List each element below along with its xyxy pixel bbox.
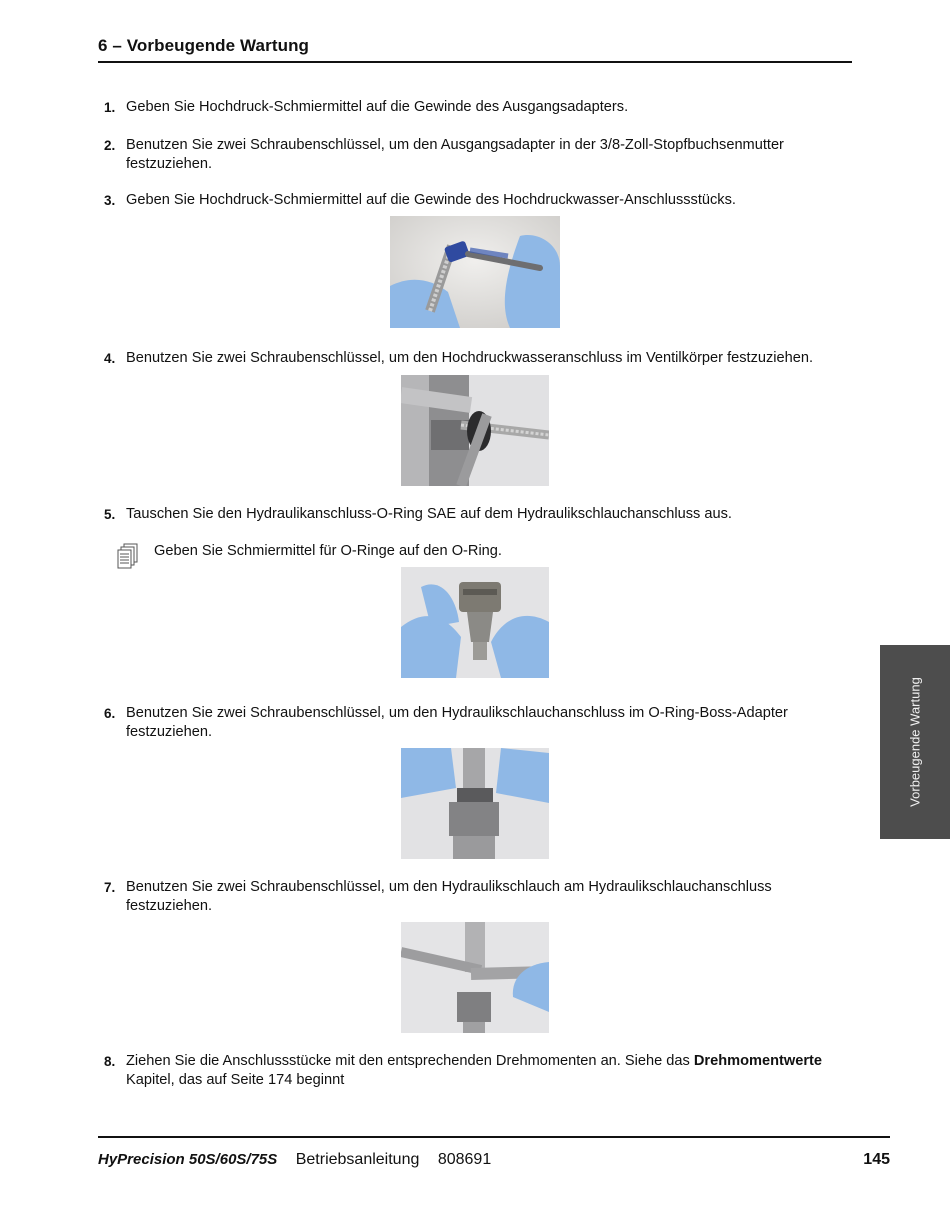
step-text: Benutzen Sie zwei Schraubenschlüssel, um den Hydraulikschlauchanschluss im O-Ring-Boss-Adapter festzuziehen. (126, 705, 788, 740)
step-3 (104, 191, 844, 210)
step-text: Benutzen Sie zwei Schraubenschlüssel, um den Ausgangsadapter in der 3/8-Zoll-Stopfbuchsenmutter festzuziehen. (126, 137, 784, 172)
step-text: Tauschen Sie den Hydraulikanschluss-O-Ring SAE auf dem Hydraulikschlauchanschluss aus. (126, 506, 732, 522)
step-number: 3. (104, 193, 116, 208)
footer-divider (98, 1136, 890, 1138)
section-title: 6 – Vorbeugende Wartung (98, 36, 310, 55)
step-8 (104, 1052, 844, 1090)
step-text: Benutzen Sie zwei Schraubenschlüssel, um den Hydraulikschlauch am Hydraulikschlauchanschluss festzuziehen. (126, 879, 772, 914)
photo-hydraulic-fitting (401, 748, 549, 859)
step-1 (104, 98, 844, 117)
photo-wrenches-hydraulic-hose (401, 922, 549, 1033)
step-7 (104, 878, 844, 916)
step-number: 5. (104, 507, 116, 522)
document-number: 808691 (437, 1151, 492, 1168)
step-text: Geben Sie Hochdruck-Schmiermittel auf die Gewinde des Ausgangsadapters. (126, 99, 629, 115)
step-5 (104, 505, 844, 524)
step-text-part: Ziehen Sie die Anschlussstücke mit den entsprechenden Drehmomenten an. Siehe das (126, 1053, 694, 1069)
note-text: Geben Sie Schmiermittel für O-Ringe auf den O-Ring. (154, 543, 502, 559)
step-number: 8. (104, 1054, 116, 1069)
step-4 (104, 349, 844, 368)
step-text: Benutzen Sie zwei Schraubenschlüssel, um den Hochdruckwasseranschluss im Ventilkörper festzuziehen. (126, 350, 814, 366)
step-number: 6. (104, 706, 116, 721)
manual-title: Betriebsanleitung (295, 1151, 420, 1168)
side-tab-label: Vorbeugende Wartung (907, 677, 923, 807)
photo-wrenches-valve-body (401, 375, 549, 486)
photo-oring-fitting (401, 567, 549, 678)
step-2 (104, 136, 844, 174)
header-divider (98, 61, 852, 63)
step-text: Geben Sie Hochdruck-Schmiermittel auf die Gewinde des Hochdruckwasser-Anschlussstücks. (126, 192, 736, 208)
step-number: 1. (104, 100, 116, 115)
page-number: 145 (863, 1151, 890, 1168)
photo-greasing-fitting (390, 216, 560, 328)
step-6 (104, 704, 844, 742)
product-name: HyPrecision 50S/60S/75S (98, 1151, 278, 1168)
page-footer (98, 1151, 890, 1171)
step-number: 4. (104, 351, 116, 366)
step-number: 2. (104, 138, 116, 153)
document-note-icon (116, 543, 140, 577)
step-text (126, 1052, 844, 1090)
step-number: 7. (104, 880, 116, 895)
chapter-side-tab[interactable] (880, 645, 950, 839)
torque-values-reference[interactable]: Drehmomentwerte (693, 1053, 823, 1069)
step-text-part: Kapitel, das auf Seite 174 beginnt (126, 1072, 345, 1088)
